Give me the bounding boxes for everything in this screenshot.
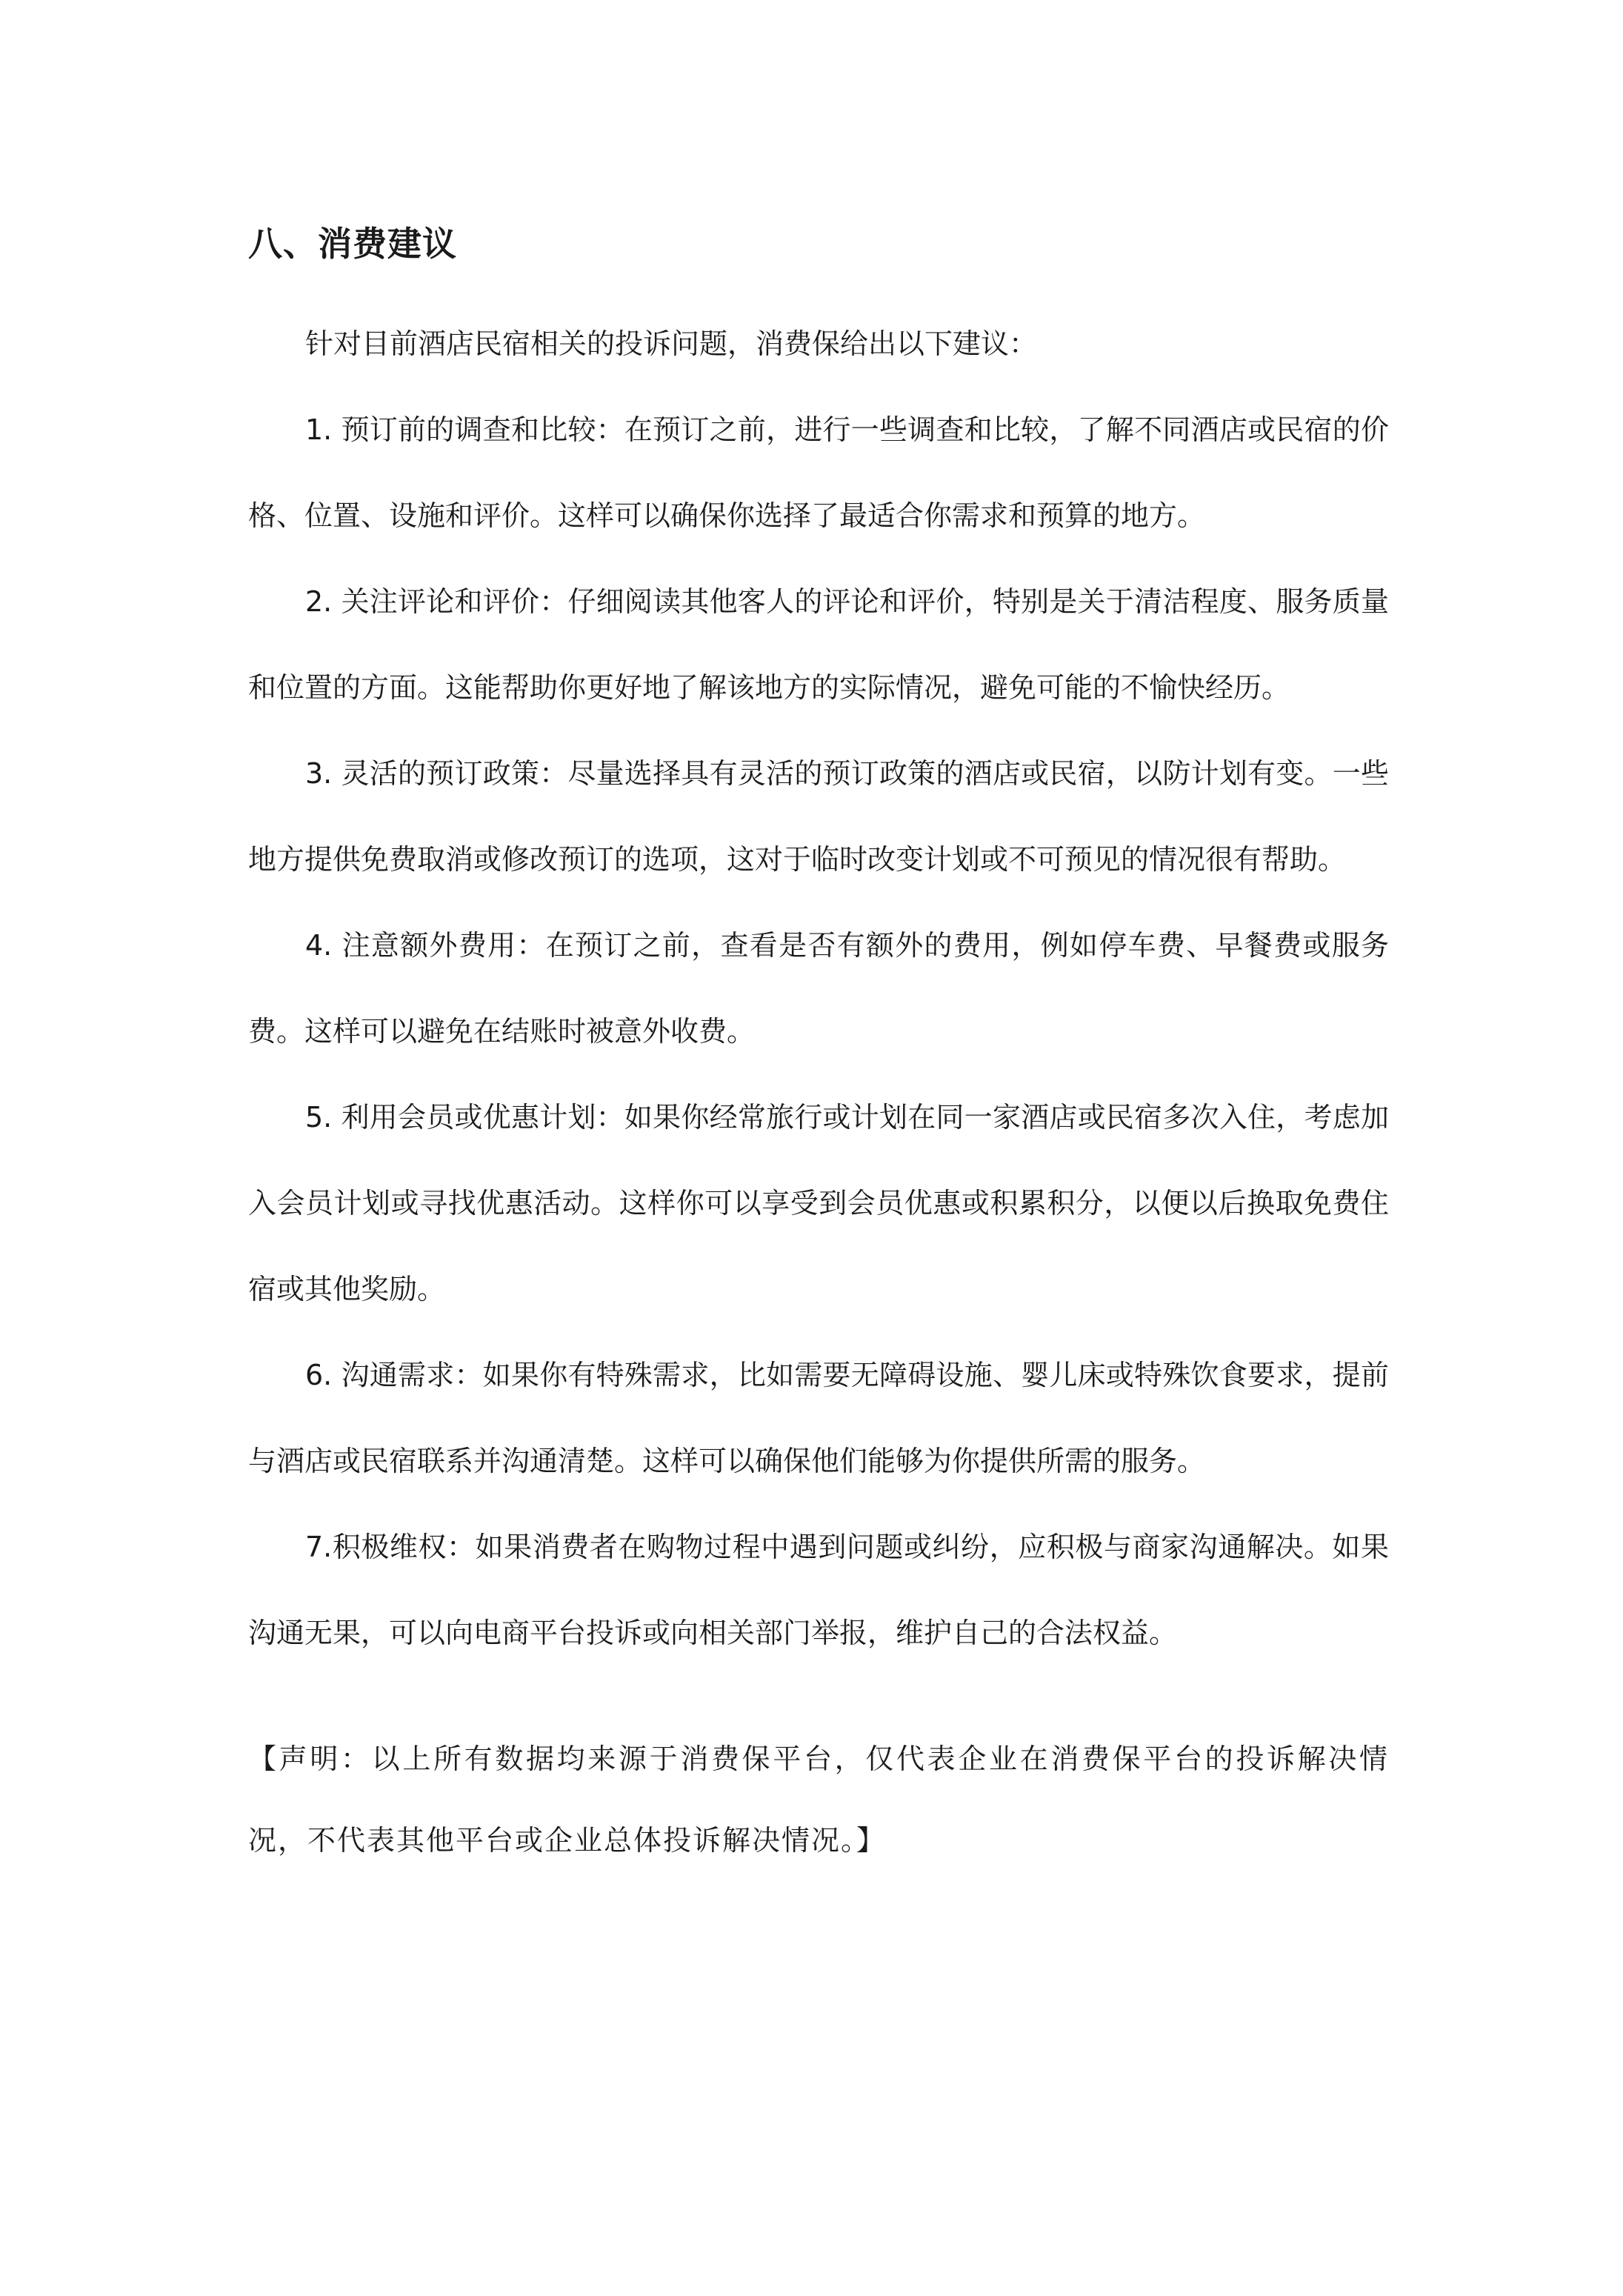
advice-item-3: 3. 灵活的预订政策：尽量选择具有灵活的预订政策的酒店或民宿，以防计划有变。一些地方提供免费取消或修改预订的选项，这对于临时改变计划或不可预见的情况很有帮助。 bbox=[248, 757, 1389, 876]
section-heading: 八、消费建议 bbox=[248, 224, 457, 264]
advice-item-4: 4. 注意额外费用：在预订之前，查看是否有额外的费用，例如停车费、早餐费或服务费。这样可以避免在结账时被意外收费。 bbox=[248, 929, 1389, 1048]
advice-body bbox=[248, 301, 1389, 1676]
advice-item-2: 2. 关注评论和评价：仔细阅读其他客人的评论和评价，特别是关于清洁程度、服务质量和位置的方面。这能帮助你更好地了解该地方的实际情况，避免可能的不愉快经历。 bbox=[248, 585, 1389, 704]
advice-item-6: 6. 沟通需求：如果你有特殊需求，比如需要无障碍设施、婴儿床或特殊饮食要求，提前与酒店或民宿联系并沟通清楚。这样可以确保他们能够为你提供所需的服务。 bbox=[248, 1359, 1389, 1477]
advice-item-5: 5. 利用会员或优惠计划：如果你经常旅行或计划在同一家酒店或民宿多次入住，考虑加入会员计划或寻找优惠活动。这样你可以享受到会员优惠或积累积分，以便以后换取免费住宿或其他奖励。 bbox=[248, 1101, 1389, 1305]
advice-item-1: 1. 预订前的调查和比较：在预订之前，进行一些调查和比较，了解不同酒店或民宿的价格、位置、设施和评价。这样可以确保你选择了最适合你需求和预算的地方。 bbox=[248, 413, 1389, 532]
advice-item-7: 7.积极维权：如果消费者在购物过程中遇到问题或纠纷，应积极与商家沟通解决。如果沟通无果，可以向电商平台投诉或向相关部门举报，维护自己的合法权益。 bbox=[248, 1531, 1389, 1649]
disclaimer-statement: 【声明：以上所有数据均来源于消费保平台，仅代表企业在消费保平台的投诉解决情况，不代表其他平台或企业总体投诉解决情况。】 bbox=[248, 1743, 1389, 1857]
intro-paragraph: 针对目前酒店民宿相关的投诉问题，消费保给出以下建议： bbox=[305, 327, 1038, 360]
